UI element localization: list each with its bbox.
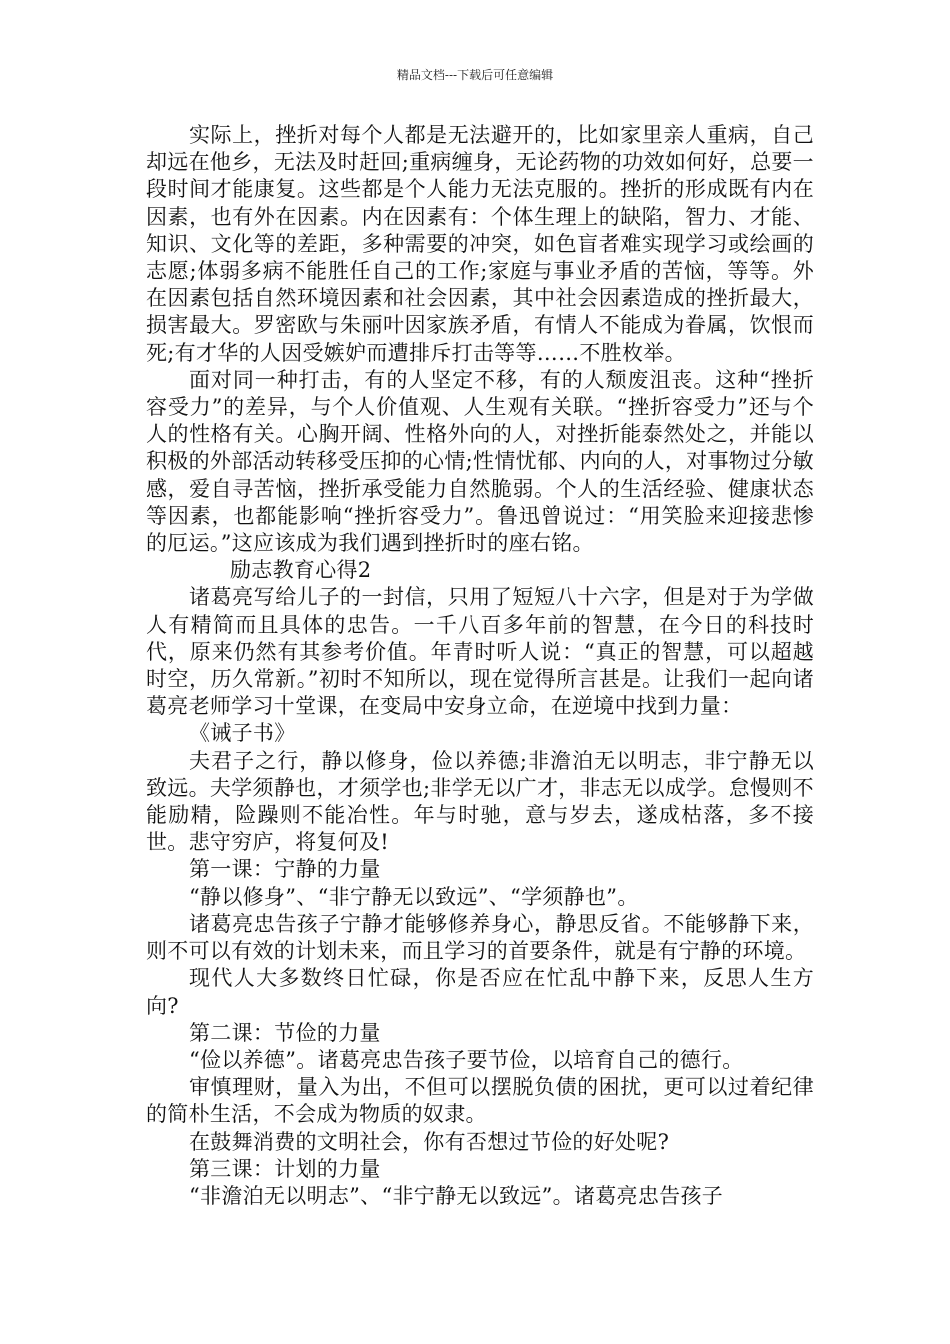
section-heading: 励志教育心得2 <box>230 558 372 583</box>
paragraph: 夫君子之行，静以修身，俭以养德;非澹泊无以明志，非宁静无以致远。夫学须静也，才须学也;非学无以广才，非志无以成学。怠慢则不能励精，险躁则不能冶性。年与时驰，意与岁去，遂成枯落，多不接世。悲守穷庐，将复何及! <box>146 748 814 855</box>
paragraph: “静以修身”、“非宁静无以致远”、“学须静也”。 <box>189 884 639 909</box>
paragraph: “非澹泊无以明志”、“非宁静无以致远”。诸葛亮忠告孩子 <box>189 1183 724 1208</box>
paragraph: 审慎理财，量入为出，不但可以摆脱负债的困扰，更可以过着纪律的简朴生活，不会成为物质的奴隶。 <box>146 1075 814 1127</box>
lesson-title: 第三课：计划的力量 <box>189 1156 381 1181</box>
lesson-title: 第一课：宁静的力量 <box>189 857 381 882</box>
paragraph: “俭以养德”。诸葛亮忠告孩子要节俭，以培育自己的德行。 <box>189 1047 744 1072</box>
paragraph: 诸葛亮忠告孩子宁静才能够修养身心，静思反省。不能够静下来，则不可以有效的计划未来，而且学习的首要条件，就是有宁静的环境。 <box>146 911 814 964</box>
paragraph: 现代人大多数终日忙碌，你是否应在忙乱中静下来，反思人生方向? <box>146 966 814 1018</box>
lesson-title: 第二课：节俭的力量 <box>189 1020 381 1045</box>
document-body <box>146 122 814 1210</box>
page-header: 精品文档---下载后可任意编辑 <box>396 68 554 82</box>
book-title: 《诫子书》 <box>189 721 296 746</box>
paragraph: 实际上，挫折对每个人都是无法避开的，比如家里亲人重病，自己却远在他乡，无法及时赶回;重病缠身，无论药物的功效如何好，总要一段时间才能康复。这些都是个人能力无法克服的。挫折的形成既有内在因素，也有外在因素。内在因素有：个体生理上的缺陷，智力、才能、知识、文化等的差距，多种需要的冲突，如色盲者难实现学习或绘画的志愿;体弱多病不能胜任自己的工作;家庭与事业矛盾的苦恼，等等。外在因素包括自然环境因素和社会因素，其中社会因素造成的挫折最大，损害最大。罗密欧与朱丽叶因家族矛盾，有情人不能成为眷属，饮恨而死;有才华的人因受嫉妒而遭排斥打击等等……不胜枚举。 <box>146 123 814 365</box>
paragraph: 诸葛亮写给儿子的一封信，只用了短短八十六字，但是对于为学做人有精简而且具体的忠告。一千八百多年前的智慧，在今日的科技时代，原来仍然有其参考价值。年青时听人说：“真正的智慧，可以超越时空，历久常新。”初时不知所以，现在觉得所言甚是。让我们一起向诸葛亮老师学习十堂课，在变局中安身立命，在逆境中找到力量： <box>146 585 814 719</box>
paragraph: 面对同一种打击，有的人坚定不移，有的人颓废沮丧。这种“挫折容受力”的差异，与个人价值观、人生观有关联。“挫折容受力”还与个人的性格有关。心胸开阔、性格外向的人，对挫折能泰然处之，并能以积极的外部活动转移受压抑的心情;性情忧郁、内向的人，对事物过分敏感，爱自寻苦恼，挫折承受能力自然脆弱。个人的生活经验、健康状态等因素，也都能影响“挫折容受力”。鲁迅曾说过：“用笑脸来迎接悲惨的厄运。”这应该成为我们遇到挫折时的座右铭。 <box>146 367 814 556</box>
paragraph: 在鼓舞消费的文明社会，你有否想过节俭的好处呢? <box>189 1129 670 1154</box>
